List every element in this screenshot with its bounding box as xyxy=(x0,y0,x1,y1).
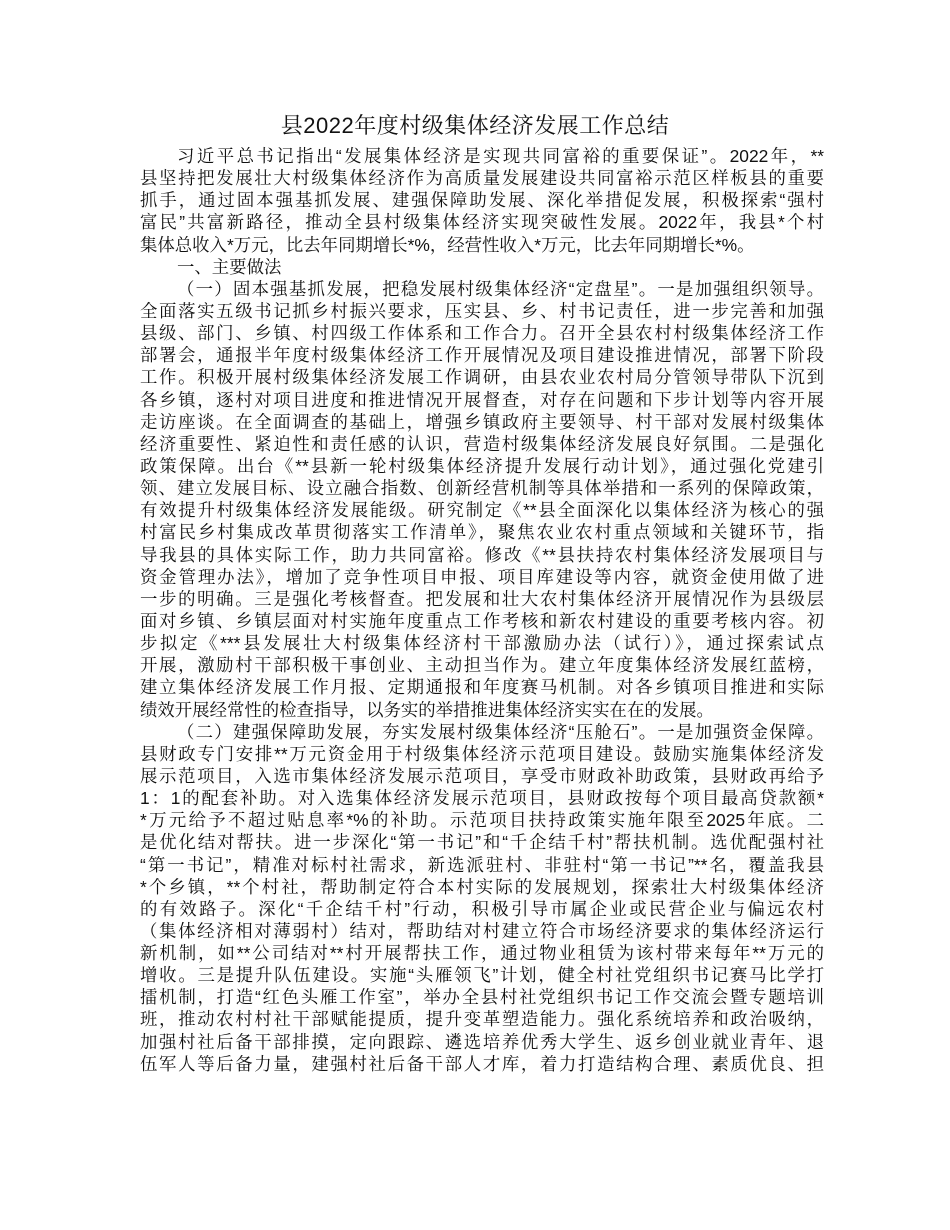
text-line: 开展，激励村干部积极干事创业、主动担当作为。建立年度集体经济发展红蓝榜， xyxy=(140,655,824,676)
text-line: 加强村社后备干部排摸，定向跟踪、遴选培养优秀大学生、返乡创业就业青年、退 xyxy=(140,1031,824,1052)
text-line: 富民”共富新路径，推动全县村级集体经济实现突破性发展。2022年，我县*个村 xyxy=(140,212,824,233)
text-line: （一）固本强基抓发展，把稳发展村级集体经济“定盘星”。一是加强组织领导。 xyxy=(177,278,824,299)
text-line: 工作。积极开展村级集体经济发展工作调研，由县农业农村局分管领导带队下沉到 xyxy=(140,367,824,388)
text-line: 的有效路子。深化“千企结千村”行动，积极引导市属企业或民营企业与偏远农村 xyxy=(140,898,824,919)
text-line: 绩效开展经常性的检查指导，以务实的举措推进集体经济实实在在的发展。 xyxy=(140,699,714,720)
text-line: （集体经济相对薄弱村）结对，帮助结对村建立符合市场经济要求的集体经济运行 xyxy=(140,920,824,941)
text-line: “第一书记”，精准对标村社需求，新选派驻村、非驻村“第一书记”**名，覆盖我县 xyxy=(140,854,824,875)
text-line: 建立集体经济发展工作月报、定期通报和年度赛马机制。对各乡镇项目推进和实际 xyxy=(140,677,824,698)
text-line: *个乡镇，**个村社，帮助制定符合本村实际的发展规划，探索壮大村级集体经济 xyxy=(140,876,824,897)
text-line: 资金管理办法》，增加了竞争性项目申报、项目库建设等内容，就资金使用做了进 xyxy=(140,566,824,587)
document-body xyxy=(140,145,824,1075)
text-line: 村富民乡村集成改革贯彻落实工作清单》，聚焦农业农村重点领域和关键环节，指 xyxy=(140,522,824,543)
text-line: 伍军人等后备力量，建强村社后备干部人才库，着力打造结构合理、素质优良、担 xyxy=(140,1053,824,1074)
text-line: 一、主要做法 xyxy=(177,256,282,277)
text-line: 擂机制，打造“红色头雁工作室”，举办全县村社党组织书记工作交流会暨专题培训 xyxy=(140,987,824,1008)
text-line: 县级、部门、乡镇、村四级工作体系和工作合力。召开全县农村村级集体经济工作 xyxy=(140,323,824,344)
text-line: 班，推动农村村社干部赋能提质，提升变革塑造能力。强化系统培养和政治吸纳， xyxy=(140,1009,824,1030)
text-line: 增收。三是提升队伍建设。实施“头雁领飞”计划，健全村社党组织书记赛马比学打 xyxy=(140,965,824,986)
text-line: 步拟定《***县发展壮大村级集体经济村干部激励办法（试行）》，通过探索试点 xyxy=(140,633,824,654)
text-line: （二）建强保障助发展，夯实发展村级集体经济“压舱石”。一是加强资金保障。 xyxy=(177,721,824,742)
text-line: 集体总收入*万元，比去年同期增长*%，经营性收入*万元，比去年同期增长*%。 xyxy=(140,234,755,255)
text-line: 经济重要性、紧迫性和责任感的认识，营造村级集体经济发展良好氛围。二是强化 xyxy=(140,433,824,454)
text-line: 有效提升村级集体经济发展能级。研究制定《**县全面深化以集体经济为核心的强 xyxy=(140,500,824,521)
text-line: *万元给予不超过贴息率*%的补助。示范项目扶持政策实施年限至2025年底。二 xyxy=(140,810,824,831)
text-line: 一步的明确。三是强化考核督查。把发展和壮大农村集体经济开展情况作为县级层 xyxy=(140,588,824,609)
text-line: 各乡镇，逐村对项目进度和推进情况开展督查，对存在问题和下步计划等内容开展 xyxy=(140,389,824,410)
text-line: 领、建立发展目标、设立融合指数、创新经营机制等具体举措和一系列的保障政策， xyxy=(140,478,824,499)
text-line: 全面落实五级书记抓乡村振兴要求，压实县、乡、村书记责任，进一步完善和加强 xyxy=(140,300,824,321)
text-line: 县财政专门安排**万元资金用于村级集体经济示范项目建设。鼓励实施集体经济发 xyxy=(140,743,824,764)
text-line: 习近平总书记指出“发展集体经济是实现共同富裕的重要保证”。2022年，** xyxy=(177,146,824,166)
text-line: 1：1的配套补助。对入选集体经济发展示范项目，县财政按每个项目最高贷款额* xyxy=(140,788,824,809)
text-line: 展示范项目，入选市集体经济发展示范项目，享受市财政补助政策，县财政再给予 xyxy=(140,765,824,786)
text-line: 是优化结对帮扶。进一步深化“第一书记”和“千企结千村”帮扶机制。选优配强村社 xyxy=(140,832,824,853)
text-line: 县坚持把发展壮大村级集体经济作为高质量发展建设共同富裕示范区样板县的重要 xyxy=(140,168,824,189)
text-line: 政策保障。出台《**县新一轮村级集体经济提升发展行动计划》，通过强化党建引 xyxy=(140,455,824,476)
text-line: 新机制，如**公司结对**村开展帮扶工作，通过物业租赁为该村带来每年**万元的 xyxy=(140,943,824,964)
document-title: 县2022年度村级集体经济发展工作总结 xyxy=(280,113,670,138)
text-line: 走访座谈。在全面调查的基础上，增强乡镇政府主要领导、村干部对发展村级集体 xyxy=(140,411,824,432)
text-line: 部署会，通报半年度村级集体经济工作开展情况及项目建设推进情况，部署下阶段 xyxy=(140,345,824,366)
text-line: 导我县的具体实际工作，助力共同富裕。修改《**县扶持农村集体经济发展项目与 xyxy=(140,544,824,565)
text-line: 抓手，通过固本强基抓发展、建强保障助发展、深化举措促发展，积极探索“强村 xyxy=(140,190,824,211)
text-line: 面对乡镇、乡镇层面对村实施年度重点工作考核和新农村建设的重要考核内容。初 xyxy=(140,610,824,631)
